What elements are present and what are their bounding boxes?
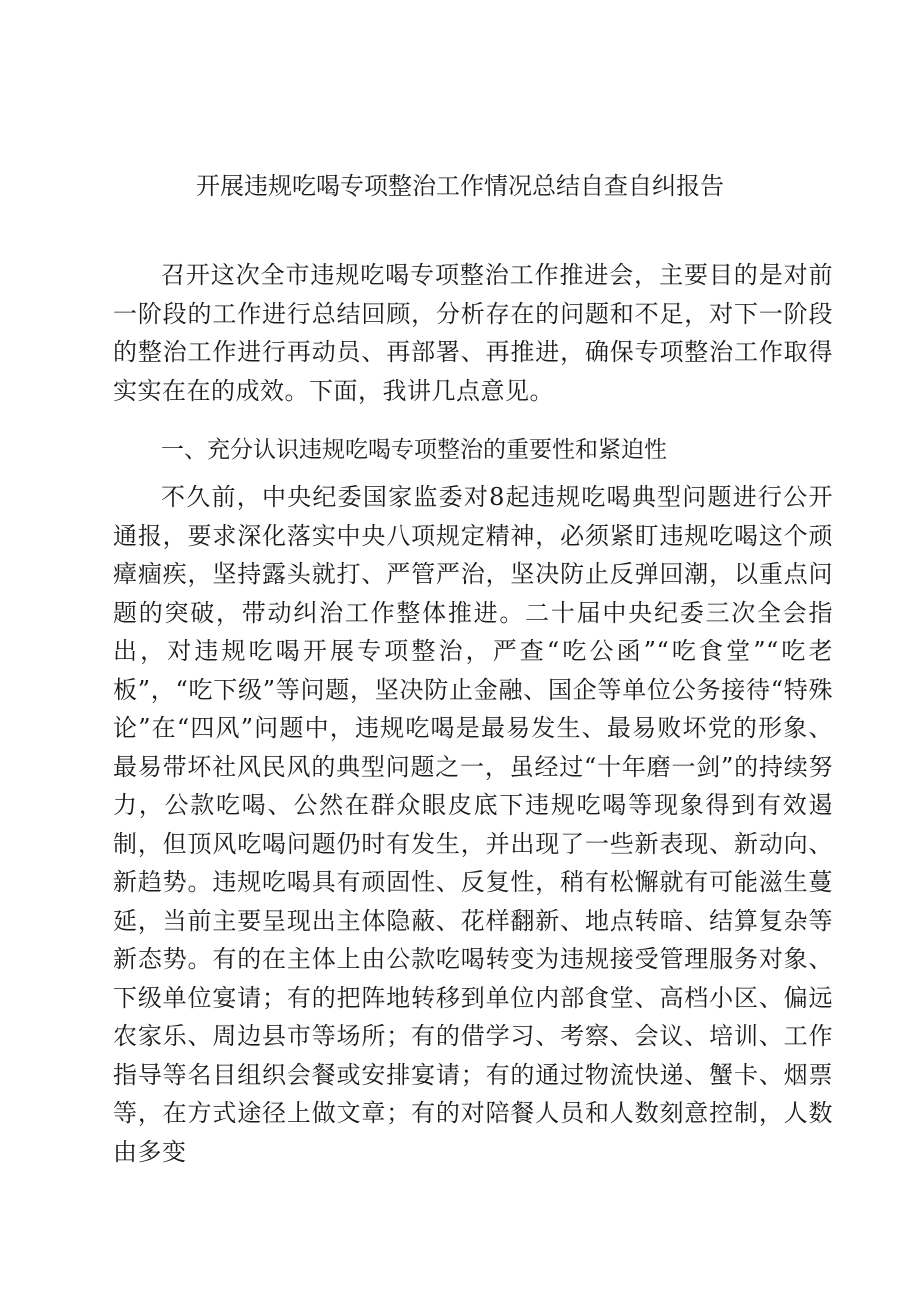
section-1-paragraph: 不久前，中央纪委国家监委对8起违规吃喝典型问题进行公开通报，要求深化落实中央八项规定精神，必须紧盯违规吃喝这个顽瘴痼疾，坚持露头就打、严管严治，坚决防止反弹回潮，以重点问题的突破，带动纠治工作整体推进。二十届中央纪委三次全会指出，对违规吃喝开展专项整治，严查“吃公函”“吃食堂”“吃老板”，“吃下级”等问题，坚决防止金融、国企等单位公务接待“特殊论”在“四风”问题中，违规吃喝是最易发生、最易败坏党的形象、最易带坏社风民风的典型问题之一，虽经过“十年磨一剑”的持续努力，公款吃喝、公然在群众眼皮底下违规吃喝等现象得到有效遏制，但顶风吃喝问题仍时有发生，并出现了一些新表现、新动向、新趋势。违规吃喝具有顽固性、反复性，稍有松懈就有可能滋生蔓延，当前主要呈现出主体隐蔽、花样翻新、地点转暗、结算复杂等新态势。有的在主体上由公款吃喝转变为违规接受管理服务对象、下级单位宴请；有的把阵地转移到单位内部食堂、高档小区、偏远农家乐、周边县市等场所；有的借学习、考察、会议、培训、工作指导等名目组织会餐或安排宴请；有的通过物流快递、蟹卡、烟票等，在方式途径上做文章；有的对陪餐人员和人数刻意控制，人数由多变	[113, 483, 833, 1166]
section-heading-1: 一、充分认识违规吃喝专项整治的重要性和紧迫性	[161, 437, 667, 463]
intro-paragraph: 召开这次全市违规吃喝专项整治工作推进会，主要目的是对前一阶段的工作进行总结回顾，分析存在的问题和不足，对下一阶段的整治工作进行再动员、再部署、再推进，确保专项整治工作取得实实在在的成效。下面，我讲几点意见。	[113, 261, 833, 405]
document-title: 开展违规吃喝专项整治工作情况总结自查自纠报告	[196, 172, 724, 200]
